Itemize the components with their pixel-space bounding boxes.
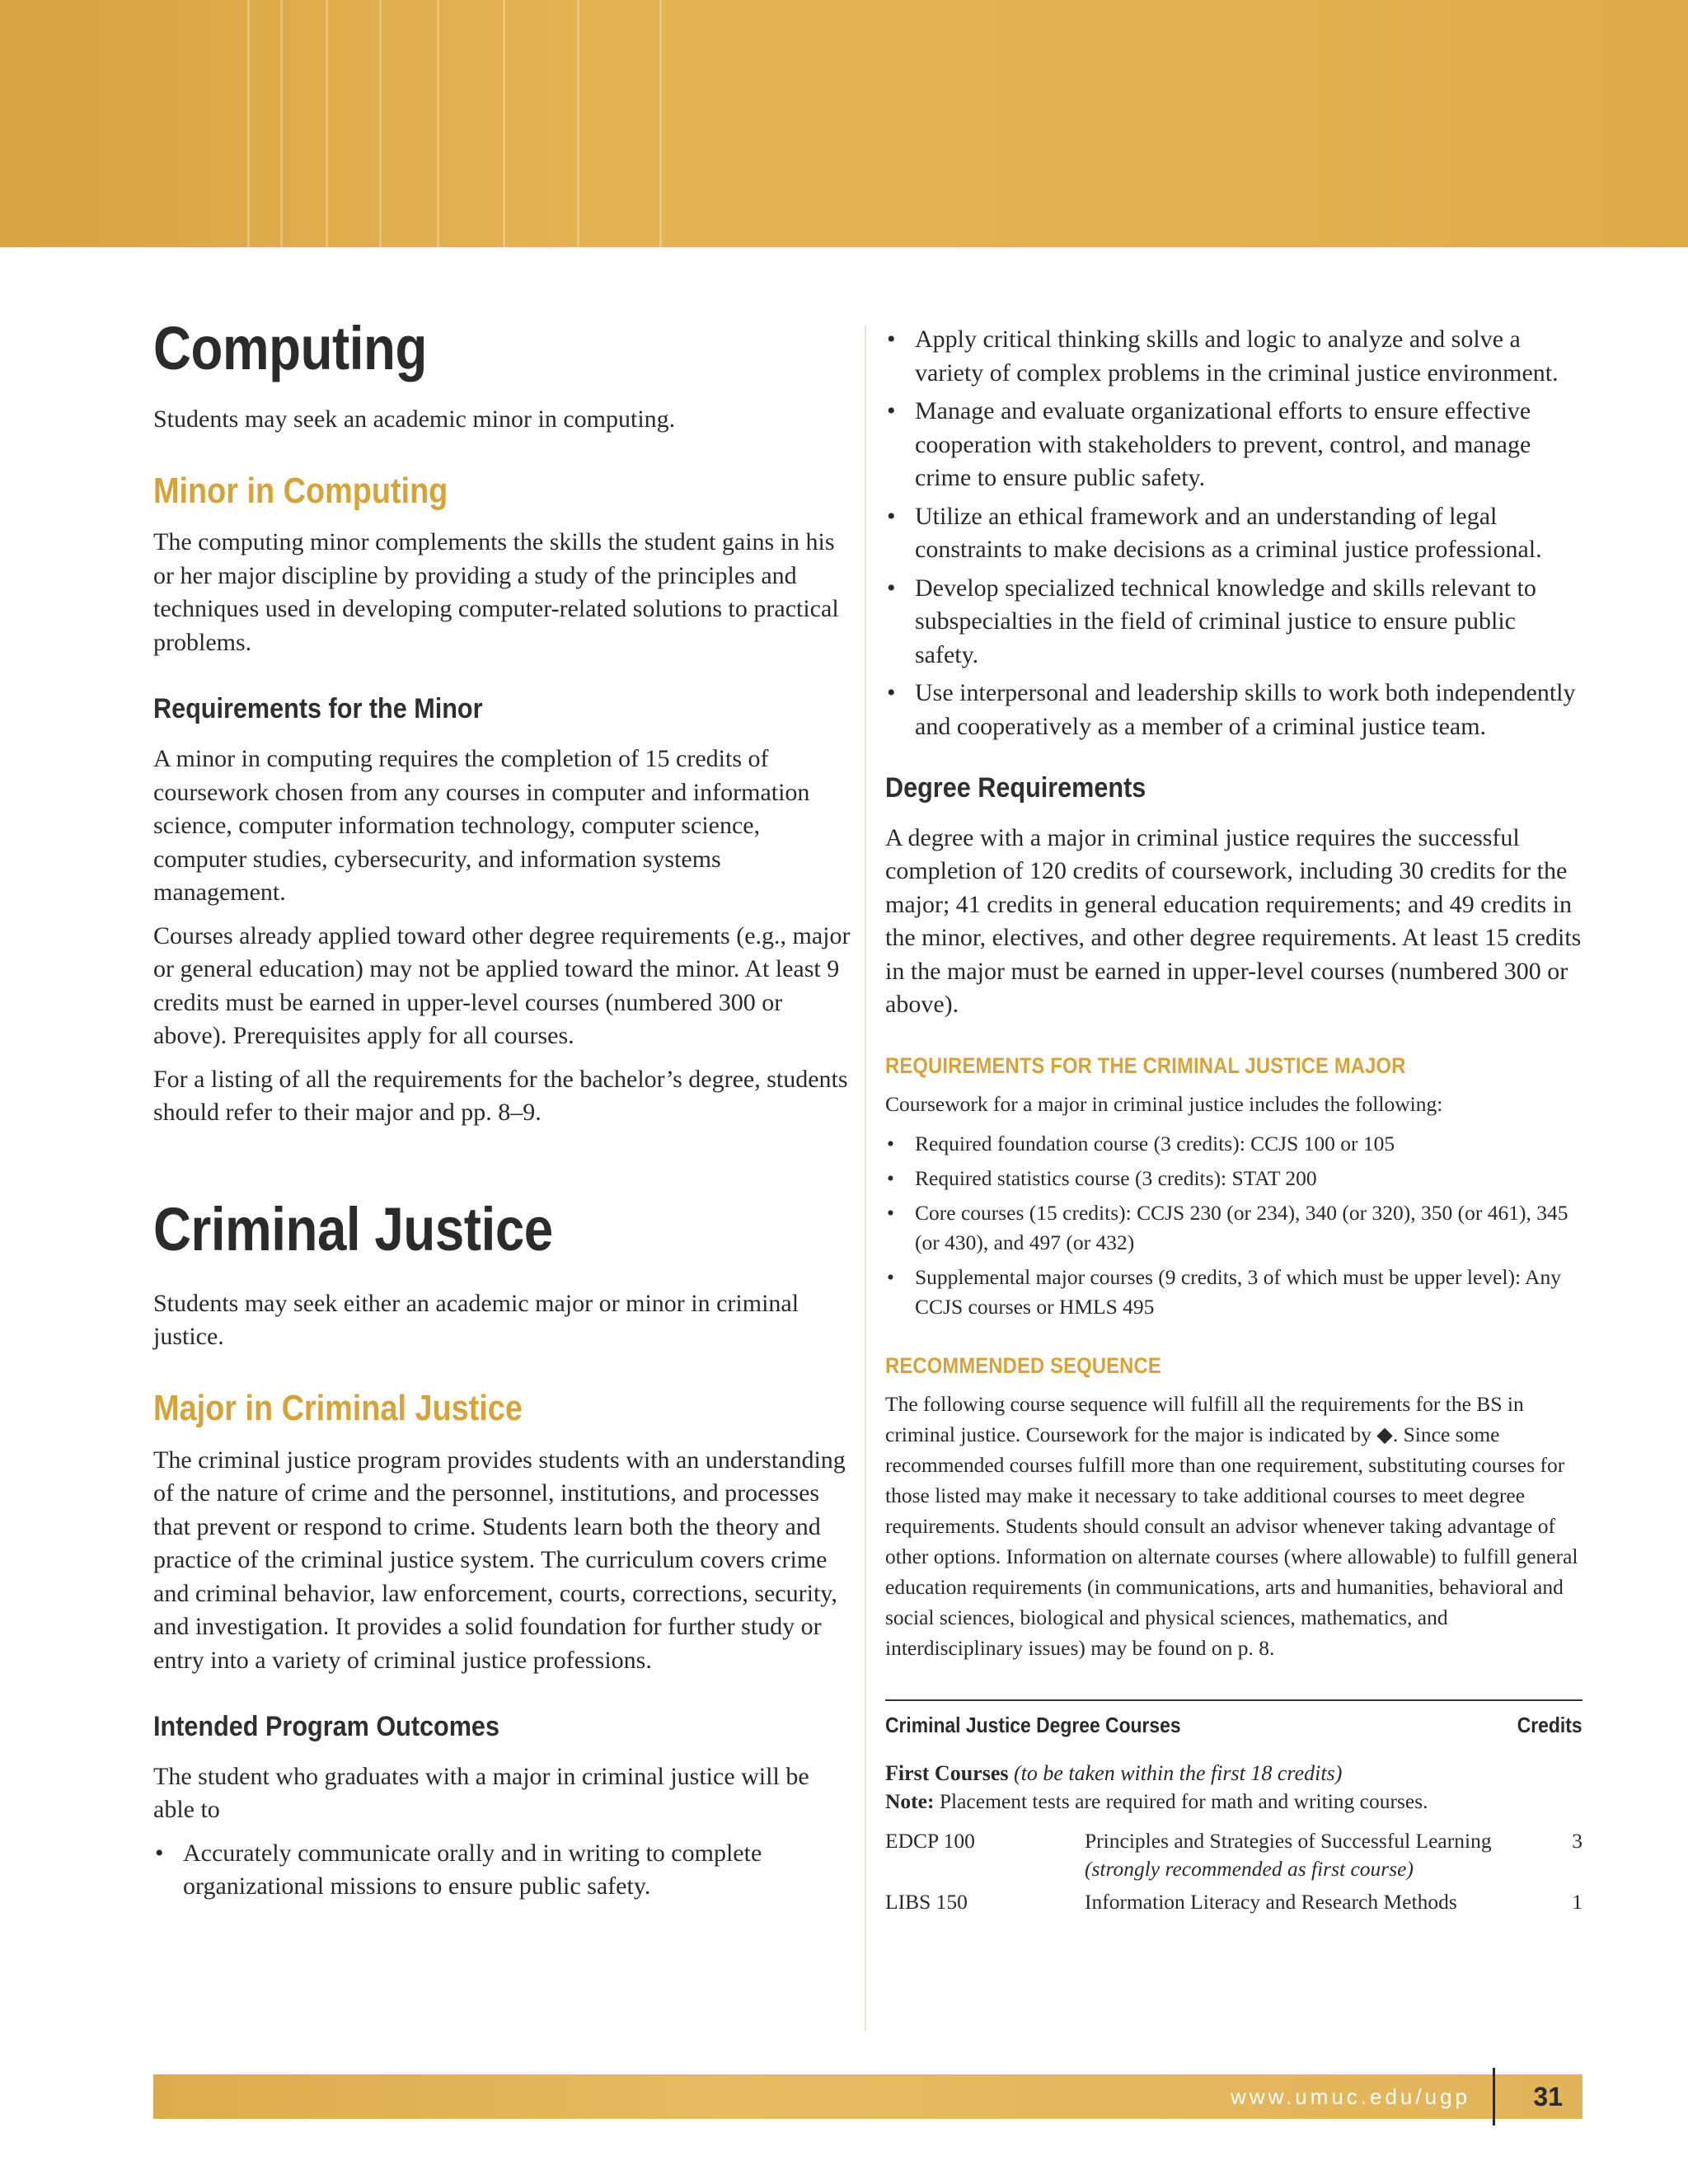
outcome-item: • Manage and evaluate organizational efforts to ensure effective cooperation with stakeholders to prevent, control, and manage crime to ensure public safety. — [885, 395, 1582, 495]
placement-note: Note: Placement tests are required for math and writing courses. — [885, 1788, 1428, 1813]
degree-requirements-heading: Degree Requirements — [885, 772, 1146, 804]
computing-intro: Students may seek an academic minor in computing. — [153, 405, 676, 434]
banner-streak — [577, 0, 579, 247]
footer-separator — [1493, 2068, 1495, 2125]
requirement-item: • Required foundation course (3 credits): CCJS 100 or 105 — [885, 1129, 1582, 1159]
recommended-sequence-text: The following course sequence will fulfill all the requirements for the BS in criminal justice. Coursework for the major is indicated by ◆. Since some recommended courses fulfill more than one requirement, substituting courses for those listed may make it necessary to take additional courses to meet degree requirements. Students should consult an advisor whenever taking advantage of other options. Information on alternate courses (where allowable) to fulfill general education requirements (in communications, arts and humanities, behavioral and social sciences, biological and physical sciences, mathematics, and interdisciplinary issues) may be found on p. 8. — [885, 1391, 1578, 1660]
degree-courses-table — [885, 1699, 1582, 1916]
outcome-item: • Apply critical thinking skills and logic to analyze and solve a variety of complex problems in the criminal justice environment. — [885, 323, 1582, 390]
outcomes-heading: Intended Program Outcomes — [153, 1711, 499, 1743]
major-requirements-heading: REQUIREMENTS FOR THE CRIMINAL JUSTICE MAJOR — [885, 1052, 1406, 1078]
minor-requirements-p3: For a listing of all the requirements for the bachelor’s degree, students should refer to their major and pp. 8–9. — [153, 1065, 848, 1127]
requirement-item: • Core courses (15 credits): CCJS 230 (or 234), 340 (or 320), 350 (or 461), 345 (or 430), and 497 (or 432) — [885, 1198, 1582, 1258]
footer-url[interactable]: www.umuc.edu/ugp — [1231, 2084, 1470, 2109]
banner-streak — [247, 0, 250, 247]
outcomes-intro: The student who graduates with a major in criminal justice will be able to — [153, 1762, 809, 1824]
computing-title: Computing — [153, 314, 427, 382]
major-cj-text: The criminal justice program provides students with an understanding of the nature of crime and the personnel, institutions, and processes that prevent or respond to crime. Students learn both the theory and practice of the criminal justice system. The curriculum covers crime and criminal behavior, law enforcement, courts, corrections, security, and investigation. It provides a solid foundation for further study or entry into a variety of criminal justice professions. — [153, 1446, 846, 1674]
courses-column-header: Criminal Justice Degree Courses — [885, 1712, 1181, 1737]
credits-column-header: Credits — [1517, 1712, 1582, 1737]
outcome-item: • Develop specialized technical knowledge and skills relevant to subspecialties in the field of criminal justice to ensure public safety. — [885, 572, 1582, 673]
major-cj-heading: Major in Criminal Justice — [153, 1387, 523, 1428]
banner-streak — [379, 0, 382, 247]
left-column — [153, 313, 854, 1909]
right-column — [885, 323, 1582, 1916]
major-requirements-intro: Coursework for a major in criminal justice includes the following: — [885, 1091, 1443, 1116]
first-courses-label: First Courses (to be taken within the first 18 credits) — [885, 1760, 1343, 1785]
minor-requirements-p1: A minor in computing requires the completion of 15 credits of coursework chosen from any courses in computer and information science, computer information technology, computer science, computer studies, cybersecurity, and information systems management. — [153, 745, 810, 907]
degree-requirements-text: A degree with a major in criminal justice requires the successful completion of 120 credits of coursework, including 30 credits for the major; 41 credits in general education requirements; and 49 credits in the minor, electives, and other degree requirements. At least 15 credits in the major must be earned in upper-level courses (numbered 300 or above). — [885, 823, 1582, 1019]
banner-streak — [326, 0, 328, 247]
header-banner — [0, 0, 1688, 247]
table-row: LIBS 150 Information Literacy and Research Methods 1 — [885, 1889, 1582, 1914]
criminal-justice-title: Criminal Justice — [153, 1194, 553, 1263]
recommended-sequence-heading: RECOMMENDED SEQUENCE — [885, 1352, 1161, 1378]
banner-streak — [280, 0, 283, 247]
requirement-item: • Supplemental major courses (9 credits, 3 of which must be upper level): Any CCJS courses or HMLS 495 — [885, 1263, 1582, 1322]
minor-computing-text: The computing minor complements the skills the student gains in his or her major discipline by providing a study of the principles and techniques used in developing computer-related solutions to practical problems. — [153, 528, 839, 656]
major-requirements-list — [885, 1129, 1582, 1322]
requirement-item: • Required statistics course (3 credits): STAT 200 — [885, 1164, 1582, 1193]
table-header — [885, 1701, 1582, 1738]
criminal-justice-intro: Students may seek either an academic major or minor in criminal justice. — [153, 1289, 799, 1351]
minor-computing-heading: Minor in Computing — [153, 470, 448, 511]
column-divider — [865, 326, 866, 2032]
banner-streak — [437, 0, 439, 247]
banner-streak — [659, 0, 662, 247]
outcome-item: • Accurately communicate orally and in writing to complete organizational missions to ensure public safety. — [153, 1837, 854, 1904]
minor-requirements-p2: Courses already applied toward other degree requirements (e.g., major or general education) may not be applied toward the minor. At least 9 credits must be earned in upper-level courses (numbered 300 or above). Prerequisites apply for all courses. — [153, 921, 851, 1050]
outcomes-list-right — [885, 323, 1582, 743]
page-number: 31 — [1533, 2082, 1563, 2111]
outcome-item: • Use interpersonal and leadership skills to work both independently and cooperatively as a member of a criminal justice team. — [885, 677, 1582, 743]
banner-streak — [503, 0, 505, 247]
table-row: EDCP 100 Principles and Strategies of Successful Learning (strongly recommended as first course) 3 — [885, 1828, 1582, 1881]
minor-requirements-heading: Requirements for the Minor — [153, 693, 483, 725]
footer-bar — [153, 2074, 1582, 2119]
outcome-item: • Utilize an ethical framework and an understanding of legal constraints to make decisions as a criminal justice professional. — [885, 500, 1582, 567]
outcomes-list-left — [153, 1837, 854, 1904]
